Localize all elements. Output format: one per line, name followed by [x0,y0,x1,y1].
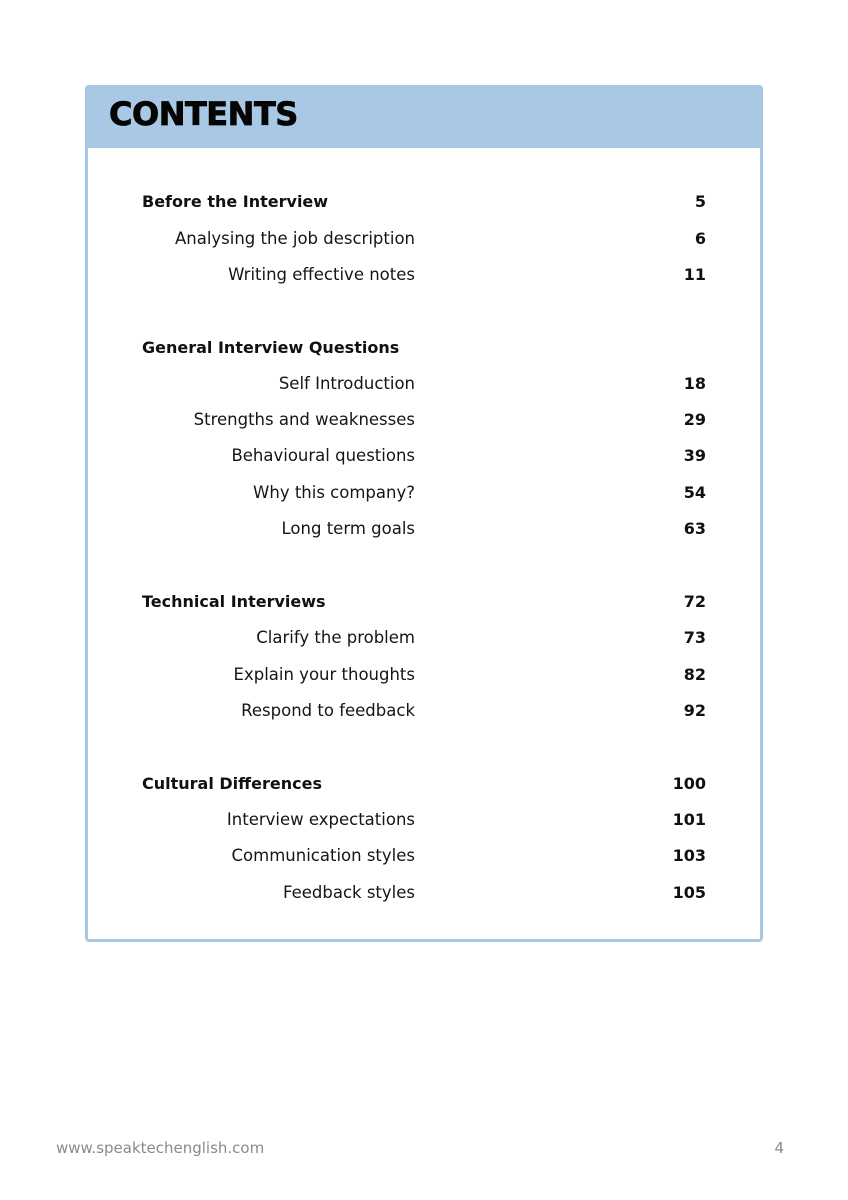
toc-page-number: 29 [683,410,706,429]
contents-header [85,85,763,148]
footer-page-number: 4 [774,1139,784,1157]
toc-page-number: 11 [683,265,706,284]
toc-page-number: 92 [683,701,706,720]
toc-page-number: 6 [694,229,706,248]
toc-section-title: Technical Interviews [142,592,326,611]
toc-item-row[interactable] [88,663,760,687]
toc-section-title: Cultural Differences [142,774,322,793]
toc-item-title: Writing effective notes [228,265,415,284]
footer-website-link[interactable]: www.speaktechenglish.com [56,1139,265,1157]
toc-item-title: Self Introduction [278,374,415,393]
toc-item-title: Analysing the job description [174,229,415,248]
toc-item-row[interactable] [88,699,760,723]
toc-item-row[interactable] [88,517,760,541]
toc-section-row[interactable] [88,590,760,614]
toc-item-title: Strengths and weaknesses [193,410,415,429]
toc-page-number: 103 [672,846,706,865]
toc-section-row[interactable] [88,336,760,360]
toc-page-number: 72 [683,592,706,611]
toc-page-number: 73 [683,628,706,647]
toc-item-title: Clarify the problem [256,628,415,647]
toc-item-row[interactable] [88,408,760,432]
toc-item-title: Long term goals [281,519,415,538]
toc-item-title: Why this company? [253,483,415,502]
page-title: CONTENTS [109,95,298,133]
toc-item-row[interactable] [88,481,760,505]
toc-item-row[interactable] [88,881,760,905]
toc-section-title: General Interview Questions [142,338,400,357]
toc-item-title: Explain your thoughts [233,665,415,684]
toc-item-row[interactable] [88,626,760,650]
toc-page-number: 101 [672,810,706,829]
toc-item-title: Communication styles [231,846,415,865]
toc-section-row[interactable] [88,772,760,796]
toc-item-row[interactable] [88,444,760,468]
toc-page-number: 18 [683,374,706,393]
toc-item-title: Interview expectations [226,810,415,829]
toc-item-row[interactable] [88,263,760,287]
toc-item-title: Respond to feedback [241,701,415,720]
toc-page-number: 82 [683,665,706,684]
toc-section-row[interactable] [88,190,760,214]
toc-item-row[interactable] [88,808,760,832]
toc-item-title: Behavioural questions [231,446,415,465]
toc-item-row[interactable] [88,844,760,868]
toc-section-title: Before the Interview [142,192,329,211]
toc-page-number: 5 [694,192,706,211]
contents-card [85,85,763,942]
toc-item-row[interactable] [88,372,760,396]
toc-page-number: 54 [683,483,706,502]
toc-page-number: 105 [672,883,706,902]
toc-page-number: 63 [683,519,706,538]
toc-page-number: 39 [683,446,706,465]
toc-item-row[interactable] [88,227,760,251]
toc-page-number: 100 [672,774,706,793]
toc-item-title: Feedback styles [283,883,415,902]
